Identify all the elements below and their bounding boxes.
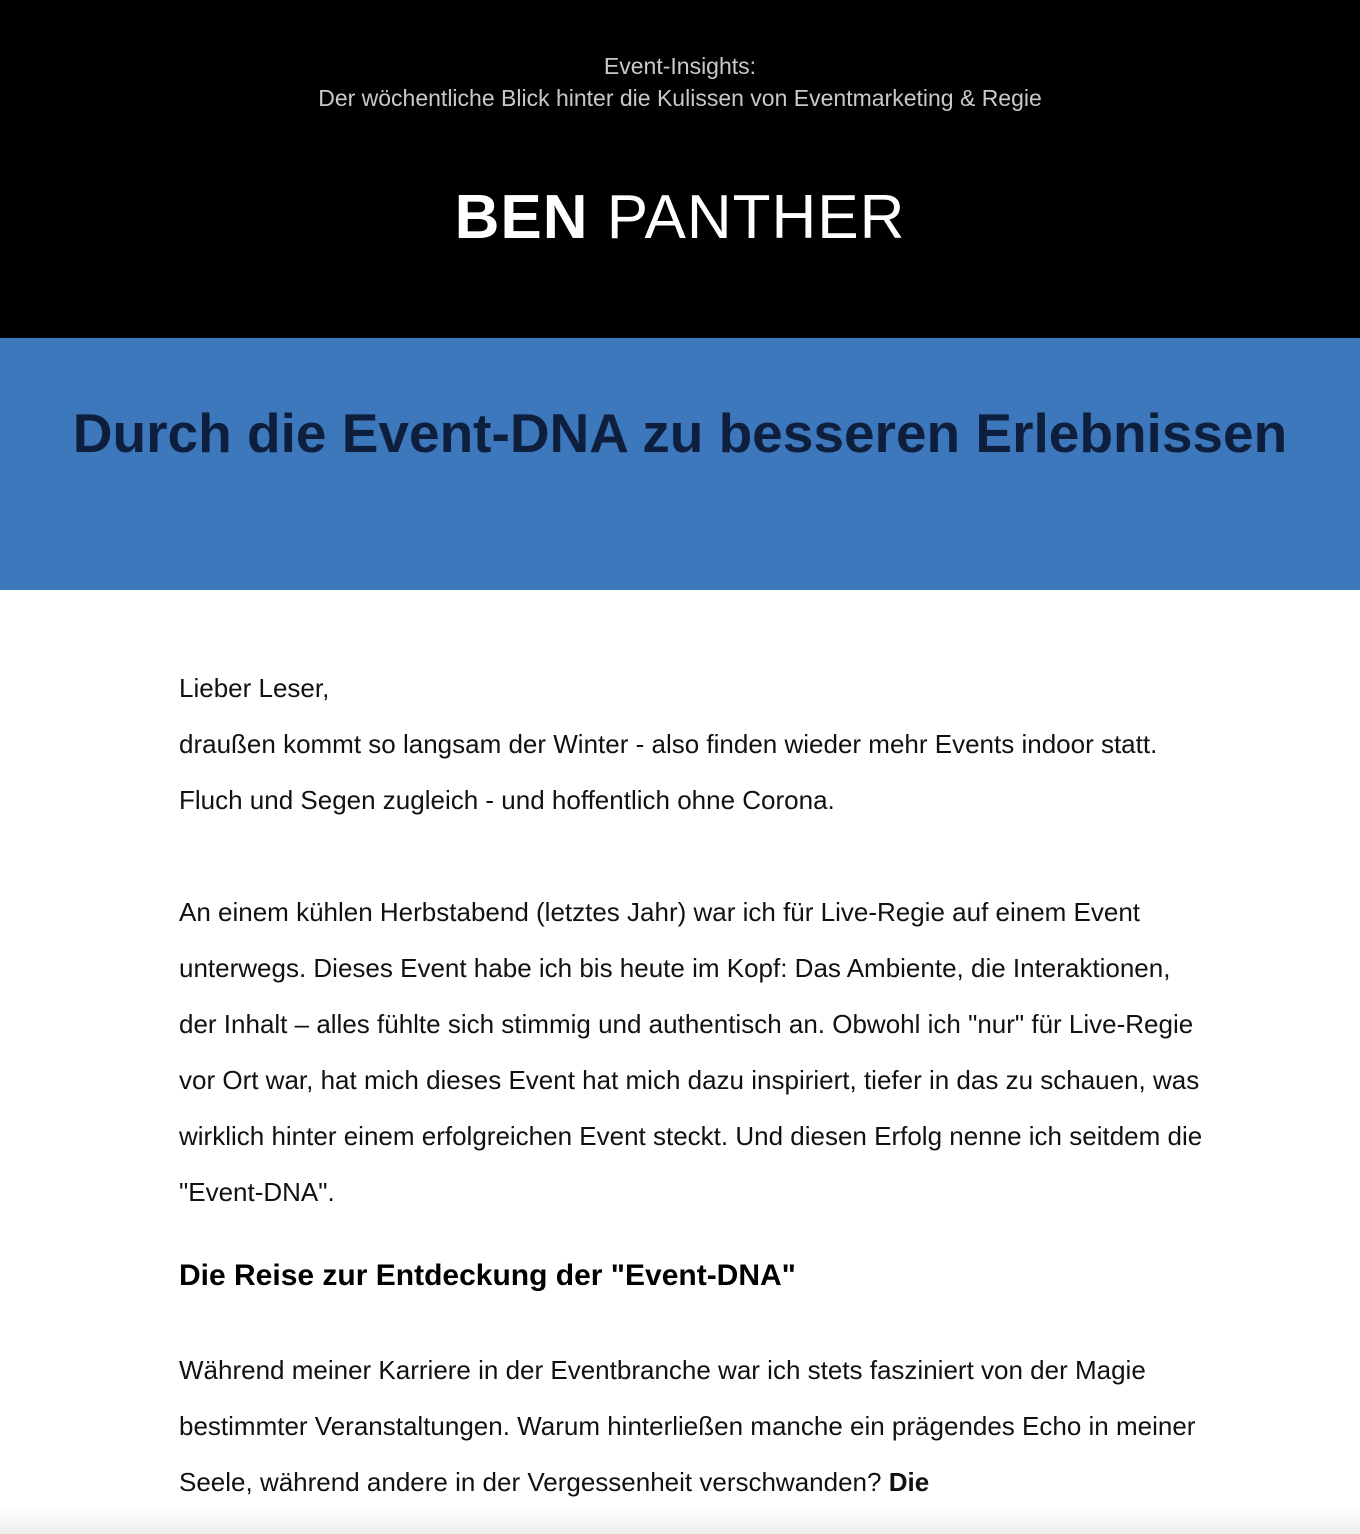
paragraph-2-bold: Die <box>888 1467 930 1497</box>
article-title: Durch die Event-DNA zu besseren Erlebnissen <box>72 402 1288 464</box>
paragraph-1: An einem kühlen Herbstabend (letztes Jahr) war ich für Live-Regie auf einem Event unterwegs. Dieses Event habe ich bis heute im Kopf: Das Ambiente, die Interaktionen, der Inhalt – alles fühlte sich stimmig und authentisch an. Obwohl ich "nur" für Live-Regie vor Ort war, hat mich dieses Event hat mich dazu inspiriert, tiefer in das zu schauen, was wirklich hinter einem erfolgreichen Event steckt. Und diesen Erfolg nenne ich seitdem die "Event-DNA". <box>179 897 1203 1207</box>
article-body <box>0 590 1360 1534</box>
logo-light-text: PANTHER <box>606 183 906 252</box>
newsletter-header <box>0 0 1360 338</box>
paragraph-2-text: Während meiner Karriere in der Eventbranche war ich stets fasziniert von der Magie bestimmter Veranstaltungen. Warum hinterließen manche ein prägendes Echo in meiner Seele, während andere in der Vergessenheit verschwanden? <box>179 1355 1196 1497</box>
tagline-line-2: Der wöchentliche Blick hinter die Kulissen von Eventmarketing & Regie <box>318 85 1042 111</box>
newsletter-tagline <box>0 50 1360 114</box>
section-heading: Die Reise zur Entdeckung der "Event-DNA" <box>179 1259 796 1292</box>
bottom-fade <box>0 1508 1360 1534</box>
brand-logo[interactable] <box>0 178 1360 258</box>
intro-paragraph: draußen kommt so langsam der Winter - also finden wieder mehr Events indoor statt. Fluch und Segen zugleich - und hoffentlich ohne Corona. <box>179 729 1158 815</box>
paragraph-2 <box>179 1342 1209 1510</box>
greeting: Lieber Leser, <box>179 673 330 703</box>
tagline-line-1: Event-Insights: <box>603 53 757 79</box>
logo-bold-text: BEN <box>454 183 589 252</box>
hero-banner <box>0 338 1360 590</box>
